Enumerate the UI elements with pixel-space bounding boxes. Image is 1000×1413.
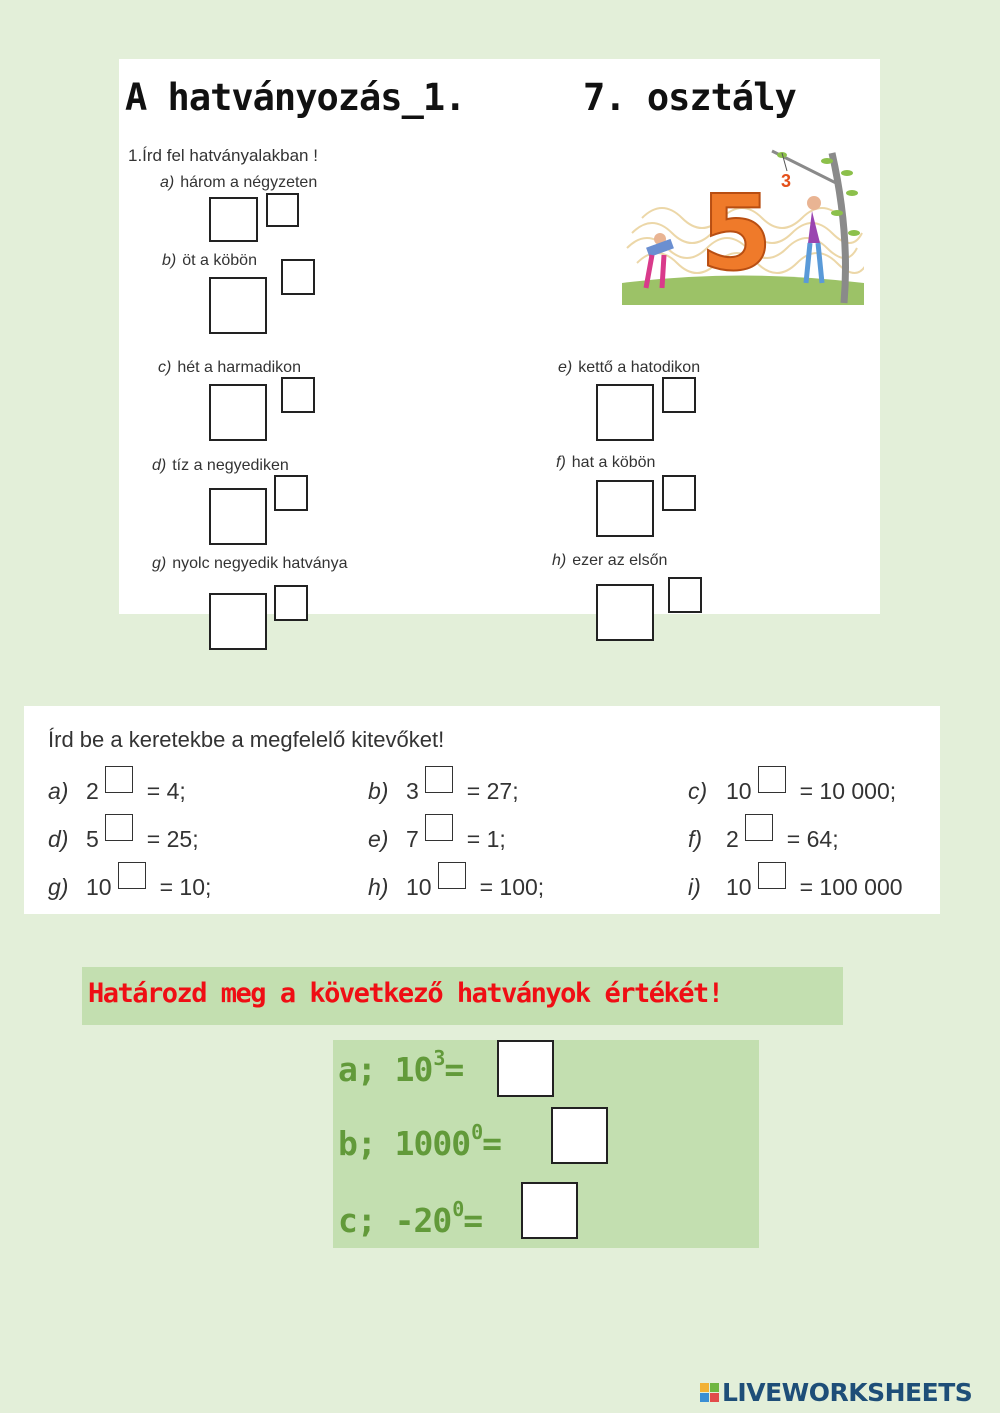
problem-b: b; 1000 $^0$ = xyxy=(338,1120,501,1163)
exercise-3-instruction: Határozd meg a következő hatványok értékét! xyxy=(88,978,723,1009)
item-e-label: e) kettő a hatodikon xyxy=(558,359,701,376)
illustration-exponent: 3 xyxy=(781,171,792,191)
item-g-base-box[interactable] xyxy=(209,593,267,650)
item-d-base-box[interactable] xyxy=(209,488,267,545)
exercise-2-instruction: Írd be a keretekbe a megfelelő kitevőket! xyxy=(48,727,445,752)
item-c-exponent-box[interactable] xyxy=(281,377,315,413)
item-b-label: b) öt a köbön xyxy=(162,252,257,269)
item-h-label: h) ezer az elsőn xyxy=(552,552,668,569)
exponent-input-box[interactable] xyxy=(425,766,453,793)
item-g-label: g) nyolc negyedik hatványa xyxy=(152,555,348,572)
exercise-2-item-b: b) 3 = 27; xyxy=(368,778,519,805)
item-d-label: d) tíz a negyediken xyxy=(152,457,289,474)
brand-name: LIVEWORKSHEETS xyxy=(722,1378,973,1407)
exercise-2-item-d: d) 5 = 25; xyxy=(48,826,199,853)
problem-c: c; -20 $^0$ = xyxy=(338,1197,483,1240)
item-e-exponent-box[interactable] xyxy=(662,377,696,413)
exercise-2-item-e: e) 7 = 1; xyxy=(368,826,506,853)
exercise-1-instruction: 1.Írd fel hatványalakban ! xyxy=(128,146,318,165)
item-b-exponent-box[interactable] xyxy=(281,259,315,295)
illustration-base: 5 xyxy=(700,172,773,294)
exercise-2-item-i: i) 10 = 100 000 xyxy=(688,874,903,901)
exponent-input-box[interactable] xyxy=(438,862,466,889)
item-h-base-box[interactable] xyxy=(596,584,654,641)
exponent-input-box[interactable] xyxy=(105,814,133,841)
item-b-base-box[interactable] xyxy=(209,277,267,334)
item-e-base-box[interactable] xyxy=(596,384,654,441)
exercise-2-item-h: h) 10 = 100; xyxy=(368,874,544,901)
grade-label: 7. osztály xyxy=(583,76,796,119)
item-a-base-box[interactable] xyxy=(209,197,258,242)
problem-c-answer-box[interactable] xyxy=(521,1182,578,1239)
item-a-label: a) három a négyzeten xyxy=(160,174,318,191)
logo-icon xyxy=(700,1383,719,1402)
item-h-exponent-box[interactable] xyxy=(668,577,702,613)
exponent-input-box[interactable] xyxy=(425,814,453,841)
exercise-2-item-f: f) 2 = 64; xyxy=(688,826,839,853)
item-c-base-box[interactable] xyxy=(209,384,267,441)
exercise-2-item-g: g) 10 = 10; xyxy=(48,874,211,901)
item-f-exponent-box[interactable] xyxy=(662,475,696,511)
exercise-2-item-a: a) 2 = 4; xyxy=(48,778,186,805)
problem-a: a; 10 $^3$ = xyxy=(338,1046,464,1089)
exponent-input-box[interactable] xyxy=(105,766,133,793)
power-illustration xyxy=(622,143,864,305)
exercise-2-item-c: c) 10 = 10 000; xyxy=(688,778,896,805)
worksheet-title: A hatványozás_1. xyxy=(125,76,466,119)
item-d-exponent-box[interactable] xyxy=(274,475,308,511)
exponent-input-box[interactable] xyxy=(118,862,146,889)
exponent-input-box[interactable] xyxy=(758,862,786,889)
item-g-exponent-box[interactable] xyxy=(274,585,308,621)
item-c-label: c) hét a harmadikon xyxy=(158,359,301,376)
liveworksheets-logo xyxy=(700,1378,972,1407)
problem-a-answer-box[interactable] xyxy=(497,1040,554,1097)
item-a-exponent-box[interactable] xyxy=(266,193,299,227)
item-f-label: f) hat a köbön xyxy=(556,454,656,471)
problem-b-answer-box[interactable] xyxy=(551,1107,608,1164)
exponent-input-box[interactable] xyxy=(745,814,773,841)
item-f-base-box[interactable] xyxy=(596,480,654,537)
exponent-input-box[interactable] xyxy=(758,766,786,793)
